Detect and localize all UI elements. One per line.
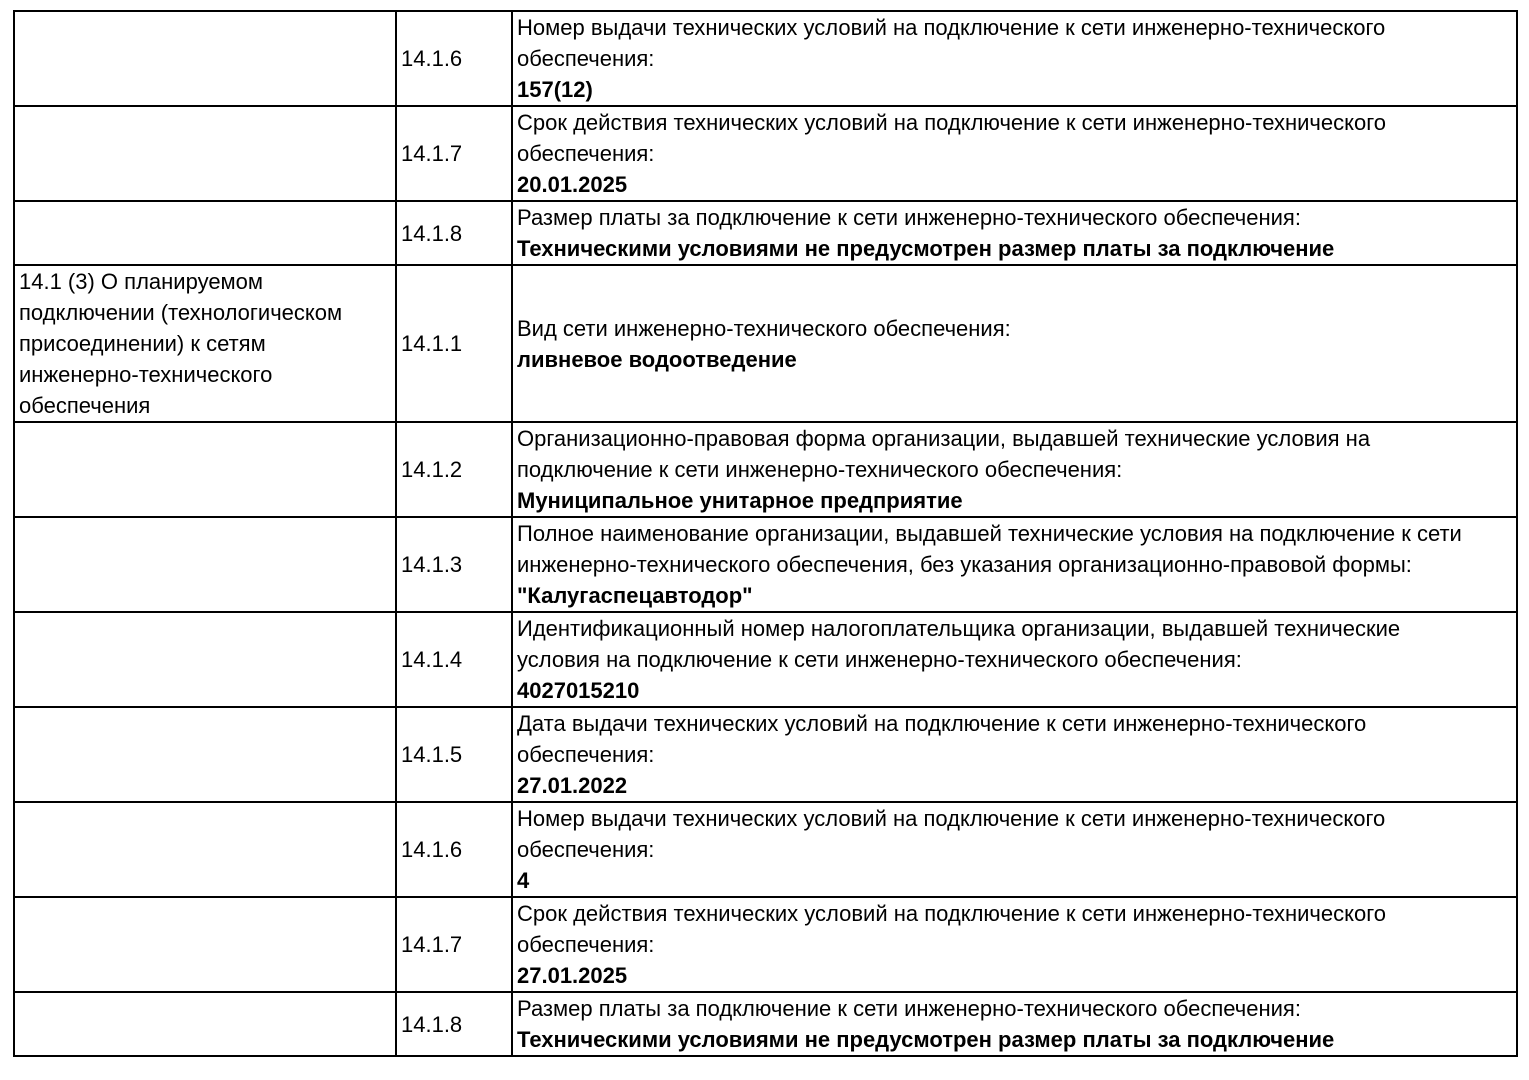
field-cell xyxy=(512,11,1517,106)
item-code-cell: 14.1.6 xyxy=(396,11,512,106)
field-value: Техническими условиями не предусмотрен размер платы за подключение xyxy=(517,236,1335,261)
field-value: Муниципальное унитарное предприятие xyxy=(517,488,963,513)
field-value: 4 xyxy=(517,868,530,893)
field-cell xyxy=(512,106,1517,201)
section-description-cell xyxy=(14,707,396,802)
table-row xyxy=(14,897,1517,992)
field-label: Полное наименование организации, выдавшей технические условия на подключение к сети инженерно-технического обеспечения, без указания организационно-правовой формы: xyxy=(517,521,1462,577)
section-description-cell xyxy=(14,992,396,1056)
field-label: Срок действия технических условий на подключение к сети инженерно-технического обеспечения: xyxy=(517,901,1386,957)
item-code-cell: 14.1.6 xyxy=(396,802,512,897)
table-row xyxy=(14,612,1517,707)
field-label: Идентификационный номер налогоплательщика организации, выдавшей технические условия на подключение к сети инженерно-технического обеспечения: xyxy=(517,616,1401,672)
document-page xyxy=(13,10,1518,1057)
item-code-cell: 14.1.8 xyxy=(396,201,512,265)
field-label: Размер платы за подключение к сети инженерно-технического обеспечения: xyxy=(517,205,1301,230)
table-row xyxy=(14,11,1517,106)
item-code-cell: 14.1.1 xyxy=(396,265,512,422)
item-code-cell: 14.1.4 xyxy=(396,612,512,707)
section-description-cell xyxy=(14,422,396,517)
field-value: 20.01.2025 xyxy=(517,172,628,197)
field-cell xyxy=(512,802,1517,897)
field-cell xyxy=(512,265,1517,422)
table-row xyxy=(14,707,1517,802)
field-value: 27.01.2022 xyxy=(517,773,628,798)
section-description-cell xyxy=(14,106,396,201)
section-description-cell xyxy=(14,897,396,992)
item-code-cell: 14.1.7 xyxy=(396,106,512,201)
field-label: Номер выдачи технических условий на подключение к сети инженерно-технического обеспечения: xyxy=(517,806,1386,862)
table-row xyxy=(14,201,1517,265)
table-row xyxy=(14,265,1517,422)
table-body xyxy=(14,11,1517,1056)
table-row xyxy=(14,802,1517,897)
section-description-cell xyxy=(14,612,396,707)
table-row xyxy=(14,992,1517,1056)
field-value: Техническими условиями не предусмотрен размер платы за подключение xyxy=(517,1027,1335,1052)
item-code-cell: 14.1.8 xyxy=(396,992,512,1056)
utility-connection-table xyxy=(13,10,1518,1057)
field-cell xyxy=(512,897,1517,992)
table-row xyxy=(14,422,1517,517)
section-description-cell xyxy=(14,517,396,612)
field-value: 27.01.2025 xyxy=(517,963,628,988)
field-value: "Калугаспецавтодор" xyxy=(517,583,753,608)
field-value: 4027015210 xyxy=(517,678,640,703)
field-label: Вид сети инженерно-технического обеспечения: xyxy=(517,315,1011,341)
field-cell xyxy=(512,517,1517,612)
field-label: Организационно-правовая форма организации, выдавшей технические условия на подключение к сети инженерно-технического обеспечения: xyxy=(517,426,1371,482)
item-code-cell: 14.1.2 xyxy=(396,422,512,517)
field-cell xyxy=(512,707,1517,802)
item-code-cell: 14.1.5 xyxy=(396,707,512,802)
field-cell xyxy=(512,992,1517,1056)
field-label: Дата выдачи технических условий на подключение к сети инженерно-технического обеспечения: xyxy=(517,711,1367,767)
field-value: 157(12) xyxy=(517,77,593,102)
field-label: Размер платы за подключение к сети инженерно-технического обеспечения: xyxy=(517,996,1301,1021)
field-cell xyxy=(512,422,1517,517)
item-code-cell: 14.1.7 xyxy=(396,897,512,992)
section-description-cell xyxy=(14,802,396,897)
section-description-cell: 14.1 (3) О планируемом подключении (технологическом присоединении) к сетям инженерно-технического обеспечения xyxy=(14,265,396,422)
section-description-cell xyxy=(14,11,396,106)
field-value: ливневое водоотведение xyxy=(517,346,797,372)
table-row xyxy=(14,106,1517,201)
field-cell xyxy=(512,612,1517,707)
field-label: Номер выдачи технических условий на подключение к сети инженерно-технического обеспечения: xyxy=(517,15,1386,71)
section-description-cell xyxy=(14,201,396,265)
item-code-cell: 14.1.3 xyxy=(396,517,512,612)
table-row xyxy=(14,517,1517,612)
field-cell xyxy=(512,201,1517,265)
field-label: Срок действия технических условий на подключение к сети инженерно-технического обеспечения: xyxy=(517,110,1386,166)
